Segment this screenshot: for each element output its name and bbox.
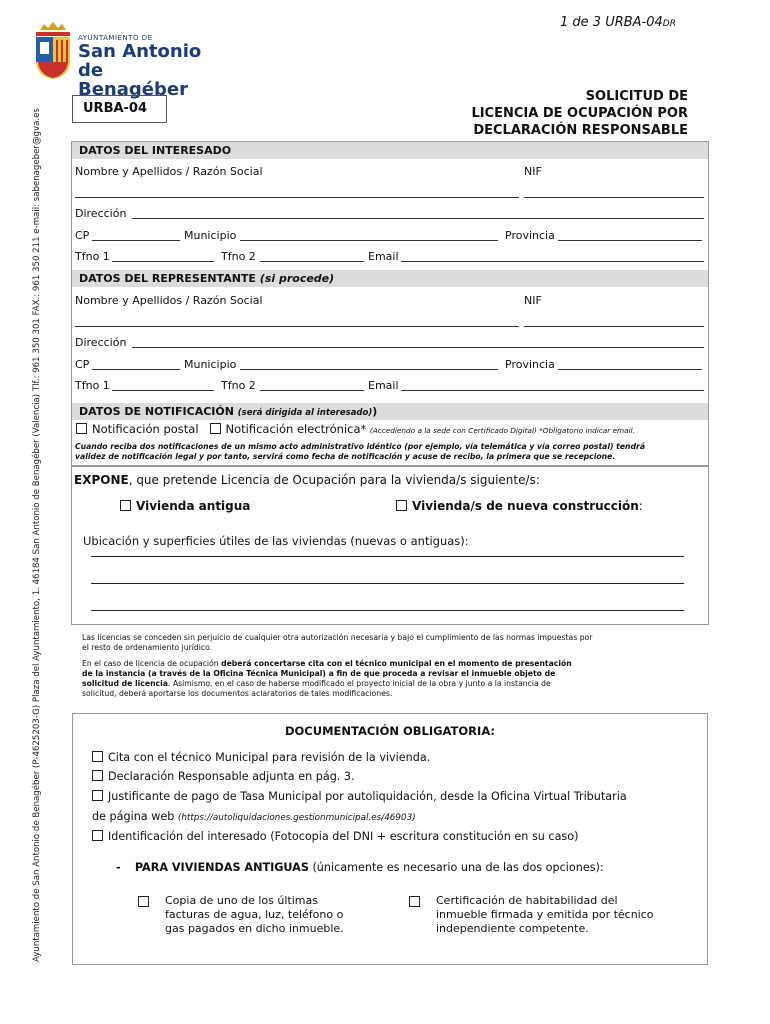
label-rep-cp: CP (75, 358, 90, 371)
vivienda-antigua-checkbox[interactable] (120, 500, 131, 511)
label-rep-tfno2: Tfno 2 (221, 379, 256, 392)
ubicacion-line-3[interactable] (91, 610, 684, 611)
row-tfno (72, 247, 708, 268)
nombre-field[interactable] (75, 197, 519, 198)
option-vivienda-antigua: Vivienda antigua (120, 499, 250, 513)
row-nombre-input (72, 183, 708, 204)
declaracion-checkbox[interactable] (92, 770, 103, 781)
label-nif: NIF (524, 165, 542, 178)
row-rep-direccion (72, 333, 708, 354)
label-rep-provincia: Provincia (505, 358, 555, 371)
side-address: Ayuntamiento de San Antonio de Benagéber (P-4625203-G) Plaza del Ayuntamiento, 1. 46184 San Antonio de Benagéber (Valencia) Tlf.: 961 350 301 FAX.: 961 350 211 e-mail: sabenageber@gva.es (32, 108, 42, 962)
notes-paragraph-1: Las licencias se conceden sin perjuicio de cualquier otra autorización necesaria y bajo el cumplimiento de las normas impuestas por el resto de ordenamiento jurídico. (82, 633, 593, 652)
label-tfno1: Tfno 1 (75, 250, 110, 263)
row-nombre (72, 162, 708, 183)
nueva-construccion-checkbox[interactable] (396, 500, 407, 511)
doc-item-identificacion: Identificación del interesado (Fotocopia del DNI + escritura constitución en su caso) (92, 830, 578, 843)
label-cp: CP (75, 229, 90, 242)
section-representante: DATOS DEL REPRESENTANTE (si procede) (72, 270, 708, 287)
row-notificacion-options (76, 422, 635, 436)
ubicacion-line-2[interactable] (91, 583, 684, 584)
section-notificacion: DATOS DE NOTIFICACIÓN (será dirigida al interesado)) (72, 403, 708, 420)
option-nueva-construccion: Vivienda/s de nueva construcción: (396, 499, 643, 513)
postal-checkbox[interactable] (76, 423, 87, 434)
label-postal: Notificación postal (92, 422, 199, 436)
rep-tfno2-field[interactable] (260, 390, 364, 391)
notes-paragraph-2: En el caso de licencia de ocupación deberá concertarse cita con el técnico municipal en el momento de presentación de la instancia (a través de la Oficina Técnica Municipal) a fin de que proceda a revisar el inmueble objeto de solicitud de licencia. Asimismo, en el caso de haberse modificado el proyecto inicial de la obra y junto a la instancia de solicitud, deberá aportarse los documentos aclaratorios de tales modificaciones. (82, 659, 572, 698)
nif-field[interactable] (524, 197, 704, 198)
label-rep-nif: NIF (524, 294, 542, 307)
notificacion-warning: Cuando reciba dos notificaciones de un mismo acto administrativo idéntico (por ejemplo, vía telemática y vía correo postal) tendrá validez de notificación legal y por tanto, servirá como fecha de notificación y acuse de recibo, la primera que se recepcione. (75, 442, 646, 461)
logo-small-text: AYUNTAMIENTO DE (78, 34, 153, 42)
cp-field[interactable] (92, 240, 180, 241)
label-direccion: Dirección (75, 207, 127, 220)
form-code: URBA-04 (72, 95, 167, 123)
row-rep-nombre-input (72, 312, 708, 333)
doc-item-justificante-url: de página web (https://autoliquidaciones.gestionmunicipal.es/46903) (92, 810, 416, 823)
justificante-checkbox[interactable] (92, 790, 103, 801)
section-interesado: DATOS DEL INTERESADO (72, 142, 708, 159)
provincia-field[interactable] (558, 240, 702, 241)
electronica-checkbox[interactable] (210, 423, 221, 434)
rep-provincia-field[interactable] (558, 369, 702, 370)
rep-direccion-field[interactable] (132, 347, 704, 348)
antiguas-heading: - PARA VIVIENDAS ANTIGUAS (únicamente es necesario una de las dos opciones): (116, 861, 604, 874)
tfno2-field[interactable] (260, 261, 364, 262)
row-rep-cp (72, 355, 708, 376)
logo-name: San Antonio de Benagéber (78, 41, 202, 100)
label-tfno2: Tfno 2 (221, 250, 256, 263)
tfno1-field[interactable] (112, 261, 214, 262)
identificacion-checkbox[interactable] (92, 830, 103, 841)
label-rep-nombre: Nombre y Apellidos / Razón Social (75, 294, 263, 307)
email-field[interactable] (401, 261, 704, 262)
municipio-field[interactable] (240, 240, 498, 241)
certificacion-checkbox[interactable] (409, 896, 420, 907)
facturas-checkbox[interactable] (138, 896, 149, 907)
label-provincia: Provincia (505, 229, 555, 242)
rep-nombre-field[interactable] (75, 326, 519, 327)
label-rep-tfno1: Tfno 1 (75, 379, 110, 392)
label-nombre: Nombre y Apellidos / Razón Social (75, 165, 263, 178)
label-electronica: Notificación electrónica* (225, 422, 367, 436)
coat-of-arms-icon (34, 22, 72, 80)
direccion-field[interactable] (132, 218, 704, 219)
electronica-note: (Accediendo a la sede con Certificado Digital) *Obligatorio indicar email. (369, 426, 636, 435)
docs-heading: DOCUMENTACIÓN OBLIGATORIA: (284, 724, 496, 738)
ubicacion-line-1[interactable] (91, 556, 684, 557)
label-rep-email: Email (368, 379, 399, 392)
ubicacion-label: Ubicación y superficies útiles de las viviendas (nuevas o antiguas): (83, 534, 469, 548)
cita-checkbox[interactable] (92, 751, 103, 762)
antiguas-option-certificacion: Certificación de habitabilidad del inmueble firmada y emitida por técnico independiente competente. (409, 894, 654, 936)
doc-item-declaracion: Declaración Responsable adjunta en pág. 3. (92, 770, 355, 783)
rep-nif-field[interactable] (524, 326, 704, 327)
page-number: 1 de 3 URBA-04DR (560, 15, 676, 30)
doc-item-cita: Cita con el técnico Municipal para revisión de la vivienda. (92, 751, 430, 764)
rep-municipio-field[interactable] (240, 369, 498, 370)
label-email: Email (368, 250, 399, 263)
label-municipio: Municipio (184, 229, 237, 242)
row-rep-tfno (72, 376, 708, 397)
page-title: SOLICITUD DE LICENCIA DE OCUPACIÓN POR DECLARACIÓN RESPONSABLE (471, 89, 688, 138)
label-rep-direccion: Dirección (75, 336, 127, 349)
row-cp (72, 226, 708, 247)
label-rep-municipio: Municipio (184, 358, 237, 371)
rep-tfno1-field[interactable] (112, 390, 214, 391)
row-rep-nombre (72, 291, 708, 312)
rep-email-field[interactable] (401, 390, 704, 391)
rep-cp-field[interactable] (92, 369, 180, 370)
doc-item-justificante: Justificante de pago de Tasa Municipal por autoliquidación, desde la Oficina Virtual Tributaria (92, 790, 627, 803)
row-direccion (72, 204, 708, 225)
expone-text: EXPONE, que pretende Licencia de Ocupación para la vivienda/s siguiente/s: (74, 473, 540, 487)
tax-office-link[interactable]: (https://autoliquidaciones.gestionmunicipal.es/46903) (177, 813, 416, 823)
municipality-logo (34, 20, 204, 100)
antiguas-option-facturas: Copia de uno de los últimas facturas de agua, luz, teléfono o gas pagados en dicho inmueble. (138, 894, 344, 936)
